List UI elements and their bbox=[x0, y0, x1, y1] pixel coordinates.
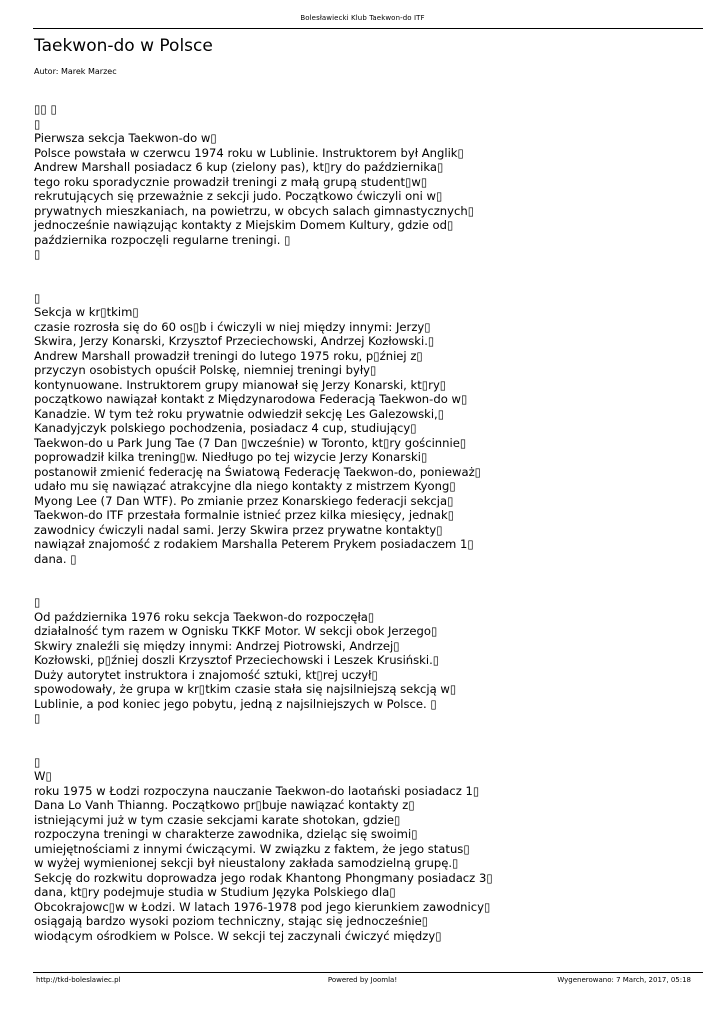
text-line: Lublinie, a pod koniec jego pobytu, jedną z najsilniejszych w Polsce. ▯ bbox=[34, 696, 437, 711]
text-line: Skwira, Jerzy Konarski, Krzysztof Przeciechowski, Andrzej Kozłowski.▯ bbox=[34, 334, 435, 348]
text-line: w wyżej wymienionej sekcji był nieustalony zakłada samodzielną grupę.▯ bbox=[34, 856, 459, 870]
article-paragraph bbox=[34, 755, 524, 944]
text-line: postanowił zmienić federację na Światową Federację Taekwon-do, ponieważ▯ bbox=[34, 464, 482, 479]
text-line: osiągają bardzo wysoki poziom techniczny, stając się jednocześnie▯ bbox=[34, 914, 429, 928]
text-line: października rozpoczęli regularne treningi. ▯ bbox=[34, 232, 291, 247]
text-line: ▯ bbox=[34, 595, 41, 609]
text-line: Taekwon-do u Park Jung Tae (7 Dan ▯wcześnie) w Toronto, kt▯ry gościnnie▯ bbox=[34, 435, 467, 450]
paragraph-gap bbox=[34, 566, 524, 595]
header-divider bbox=[33, 28, 703, 29]
text-line: W▯ bbox=[34, 769, 52, 783]
footer-divider bbox=[33, 972, 703, 973]
text-line: Kanadzie. W tym też roku prywatnie odwiedził sekcję Les Galezowski,▯ bbox=[34, 406, 445, 421]
text-line: kontynuowane. Instruktorem grupy mianował się Jerzy Konarski, kt▯ry▯ bbox=[34, 377, 447, 392]
text-line: Dana Lo Vanh Thianng. Początkowo pr▯buje nawiązać kontakty z▯ bbox=[34, 798, 415, 812]
text-line: dana. ▯ bbox=[34, 551, 77, 566]
article-paragraph bbox=[34, 291, 524, 567]
article-author: Autor: Marek Marzec bbox=[34, 67, 117, 76]
footer-powered-by: Powered by Joomla! bbox=[327, 976, 398, 984]
text-line: ▯ bbox=[34, 754, 41, 769]
text-line: ▯ bbox=[34, 711, 41, 725]
text-line: ▯ bbox=[34, 247, 41, 261]
text-line: Andrew Marshall posiadacz 6 kup (zielony pas), kt▯ry do października▯ bbox=[34, 160, 444, 174]
text-line: Od października 1976 roku sekcja Taekwon-do rozpoczęła▯ bbox=[34, 609, 375, 624]
text-line: Kanadyjczyk polskiego pochodzenia, posiadacz 4 cup, studiujący▯ bbox=[34, 421, 417, 435]
article-title: Taekwon-do w Polsce bbox=[34, 36, 213, 56]
site-name: Bolesławiecki Klub Taekwon-do ITF bbox=[300, 14, 425, 22]
text-line: Obcokrajowc▯w w Łodzi. W latach 1976-1978 pod jego kierunkiem zawodnicy▯ bbox=[34, 899, 491, 914]
paragraph-gap bbox=[34, 262, 524, 291]
text-line: Pierwsza sekcja Taekwon-do w▯ bbox=[34, 131, 217, 145]
text-line: Taekwon-do ITF przestała formalnie istnieć przez kilka miesięcy, jednak▯ bbox=[34, 508, 455, 522]
text-line: umiejętnościami z innymi ćwiczącymi. W związku z faktem, że jego status▯ bbox=[34, 841, 470, 856]
text-line: wiodącym ośrodkiem w Polsce. W sekcji tej zaczynali ćwiczyć między▯ bbox=[34, 928, 442, 943]
text-line: Myong Lee (7 Dan WTF). Po zmianie przez Konarskiego federacji sekcja▯ bbox=[34, 493, 454, 508]
text-line: rozpoczyna treningi w charakterze zawodnika, dzieląc się swoimi▯ bbox=[34, 827, 418, 841]
text-line: roku 1975 w Łodzi rozpoczyna nauczanie Taekwon-do laotański posiadacz 1▯ bbox=[34, 783, 480, 798]
text-line: działalność tym razem w Ognisku TKKF Motor. W sekcji obok Jerzego▯ bbox=[34, 624, 438, 638]
text-line: nawiązał znajomość z rodakiem Marshalla Peterem Prykem posiadaczem 1▯ bbox=[34, 537, 474, 551]
text-line: tego roku sporadycznie prowadził treningi z małą grupą student▯w▯ bbox=[34, 174, 428, 189]
text-line: Sekcję do rozkwitu doprowadza jego rodak Khantong Phongmany posiadacz 3▯ bbox=[34, 870, 493, 885]
text-line: udało mu się nawiązać atrakcyjne dla niego kontakty z mistrzem Kyong▯ bbox=[34, 479, 456, 493]
text-line: czasie rozrosła się do 60 os▯b i ćwiczyli w niej między innymi: Jerzy▯ bbox=[34, 319, 431, 334]
text-line: Duży autorytet instruktora i znajomość sztuki, kt▯rej uczył▯ bbox=[34, 667, 378, 682]
text-line: ▯▯ ▯ bbox=[34, 102, 57, 116]
text-line: spowodowały, że grupa w kr▯tkim czasie stała się najsilniejszą sekcją w▯ bbox=[34, 682, 457, 696]
text-line: początkowo nawiązał kontakt z Międzynarodowa Federacją Taekwon-do w▯ bbox=[34, 392, 468, 406]
text-line: rekrutujących się przeważnie z sekcji judo. Początkowo ćwiczyli oni w▯ bbox=[34, 189, 443, 203]
footer-url[interactable]: http://tkd-boleslawiec.pl bbox=[36, 976, 121, 984]
article-paragraph bbox=[34, 102, 524, 262]
article-body bbox=[34, 102, 524, 943]
text-line: istniejącymi już w tym czasie sekcjami karate shotokan, gdzie▯ bbox=[34, 812, 401, 827]
text-line: Andrew Marshall prowadził treningi do lutego 1975 roku, p▯źniej z▯ bbox=[34, 348, 423, 363]
footer-generated-date: Wygenerowano: 7 March, 2017, 05:18 bbox=[557, 976, 691, 984]
text-line: zawodnicy ćwiczyli nadal sami. Jerzy Skwira przez prywatne kontakty▯ bbox=[34, 522, 443, 537]
article-paragraph bbox=[34, 595, 524, 726]
text-line: jednocześnie nawiązując kontakty z Miejskim Domem Kultury, gdzie od▯ bbox=[34, 218, 454, 232]
text-line: ▯ bbox=[34, 290, 41, 305]
text-line: Skwiry znaleźli się między innymi: Andrzej Piotrowski, Andrzej▯ bbox=[34, 638, 400, 653]
text-line: dana, kt▯ry podejmuje studia w Studium Języka Polskiego dla▯ bbox=[34, 885, 396, 899]
paragraph-gap bbox=[34, 726, 524, 755]
text-line: Sekcja w kr▯tkim▯ bbox=[34, 305, 139, 319]
text-line: ▯ bbox=[34, 116, 41, 131]
text-line: prywatnych mieszkaniach, na powietrzu, w obcych salach gimnastycznych▯ bbox=[34, 203, 475, 218]
text-line: Polsce powstała w czerwcu 1974 roku w Lublinie. Instruktorem był Anglik▯ bbox=[34, 145, 464, 160]
text-line: Kozłowski, p▯źniej doszli Krzysztof Przeciechowski i Leszek Krusiński.▯ bbox=[34, 653, 440, 667]
text-line: przyczyn osobistych opuścił Polskę, niemniej treningi były▯ bbox=[34, 363, 377, 377]
text-line: poprowadził kilka trening▯w. Niedługo po tej wizycie Jerzy Konarski▯ bbox=[34, 450, 428, 464]
